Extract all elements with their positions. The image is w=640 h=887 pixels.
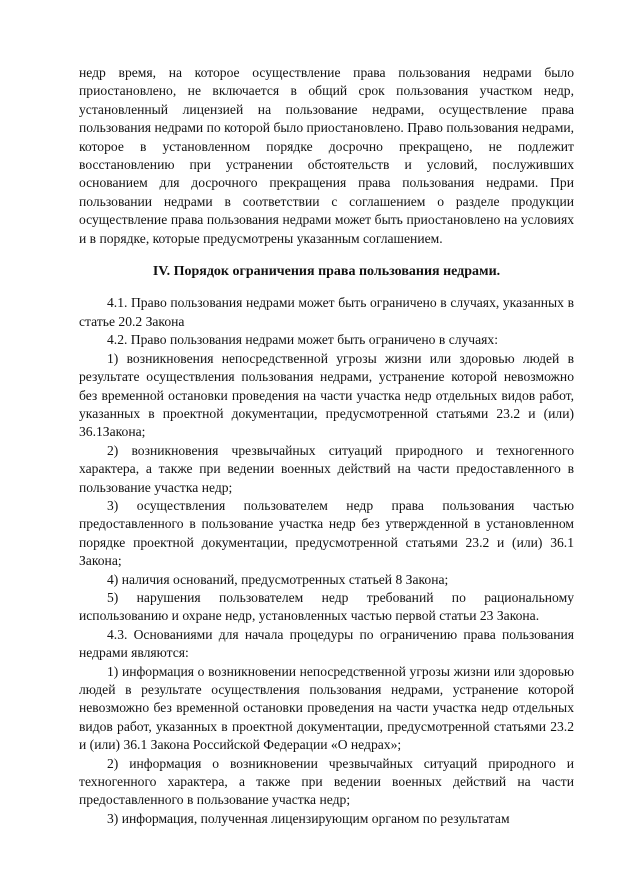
- list-item-4-2-2: 2) возникновения чрезвычайных ситуаций природного и техногенного характера, а также при ведении военных действий на части предоставленного в пользование участка недр;: [79, 442, 574, 495]
- list-item-4-2-4: 4) наличия оснований, предусмотренных статьей 8 Закона;: [107, 571, 449, 587]
- section-title: IV. Порядок ограничения права пользования недрами.: [152, 264, 501, 280]
- list-item-4-3-1: 1) информация о возникновении непосредственной угрозы жизни или здоровью людей в результате осуществления пользования недрами, устранение которой невозможно без временной остановки проведения на части участка недр отдельных видов работ, указанных в проектной документации, предусмотренной статьями 23.2 и (или) 36.1 Закона Российской Федерации «О недрах»;: [79, 663, 574, 753]
- intro-paragraph: недр время, на которое осуществление права пользования недрами было приостановлено, не включается в общий срок пользования участком недр, установленный лицензией на пользование недрами, осуществление права пользования недрами по которой было приостановлено. Право пользования недрами, которое в установленном порядке досрочно прекращено, не подлежит восстановлению при устранении обстоятельств и условий, послуживших основанием для досрочного прекращения права пользования недрами. При пользовании недрами в соответствии с соглашением о разделе продукции осуществление права пользования недрами может быть приостановлено на условиях и в порядке, которые предусмотрены указанным соглашением.: [79, 65, 574, 246]
- list-item-4-2-3: 3) осуществления пользователем недр права пользования частью предоставленного в пользование участка недр без утвержденной в установленном порядке проектной документации, предусмотренной статьями 23.2 и (или) 36.1 Закона;: [79, 497, 574, 569]
- list-item-4-3-2: 2) информация о возникновении чрезвычайных ситуаций природного и техногенного характера, а также при ведении военных действий на части предоставленного в пользование участка недр;: [79, 755, 574, 808]
- list-item-4-2-1: 1) возникновения непосредственной угрозы жизни или здоровью людей в результате осуществления пользования недрами, устранение которой невозможно без временной остановки проведения на части участка недр отдельных видов работ, указанных в проектной документации, предусмотренной статьями 23.2 и (или) 36.1Закона;: [79, 350, 574, 440]
- paragraph-4-3: 4.3. Основаниями для начала процедуры по ограничению права пользования недрами являются:: [79, 626, 574, 661]
- list-item-4-2-5: 5) нарушения пользователем недр требований по рациональному использованию и охране недр, установленных частью первой статьи 23 Закона.: [79, 589, 574, 624]
- paragraph-4-2: 4.2. Право пользования недрами может быть ограничено в случаях:: [107, 332, 498, 348]
- list-item-4-3-3: 3) информация, полученная лицензирующим органом по результатам: [107, 810, 510, 826]
- paragraph-4-1: 4.1. Право пользования недрами может быть ограничено в случаях, указанных в статье 20.2 Закона: [79, 295, 574, 329]
